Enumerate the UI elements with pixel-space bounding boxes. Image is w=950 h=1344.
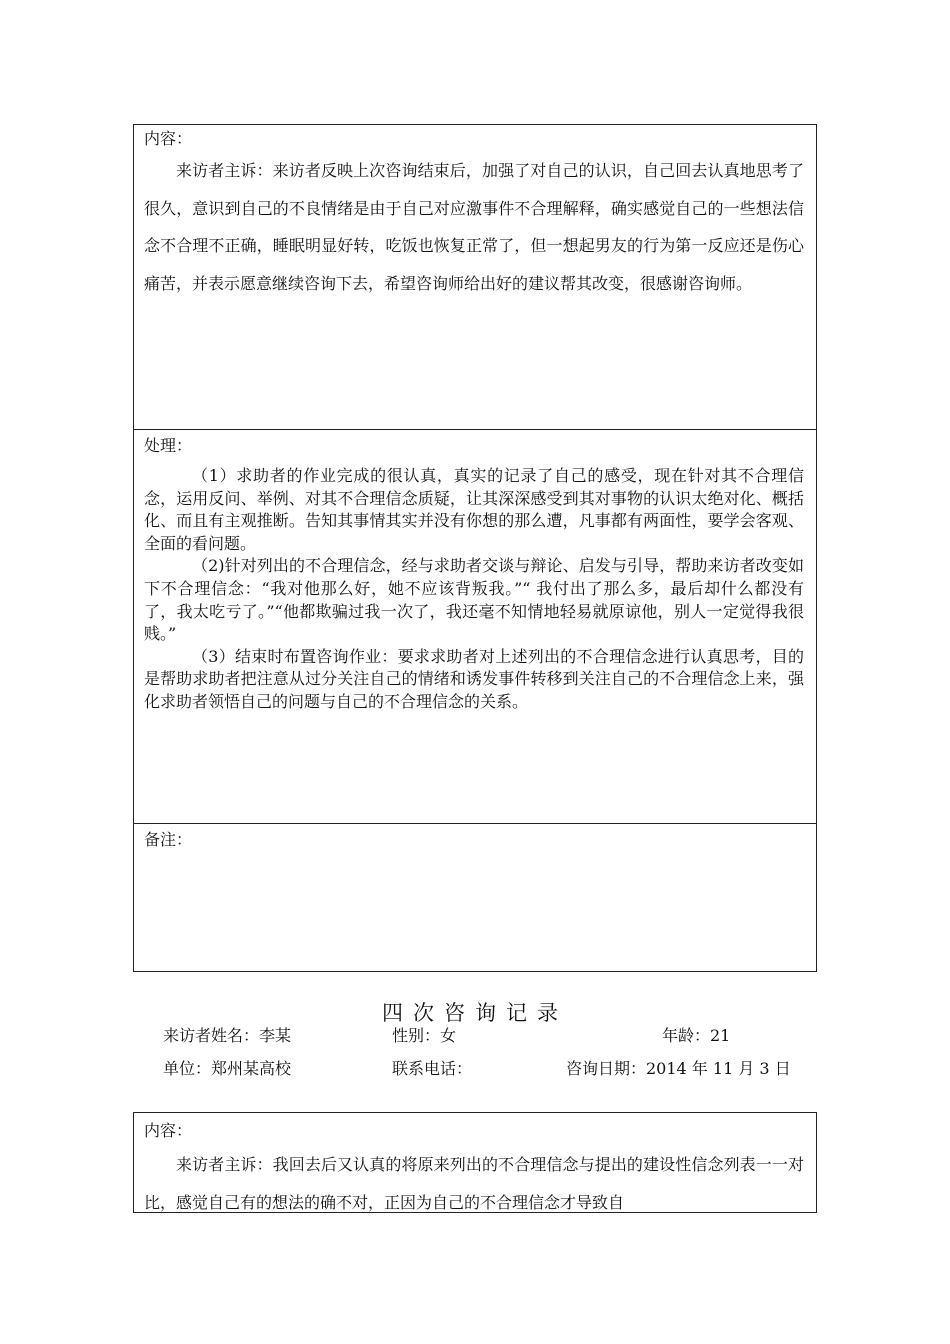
treatment-item-2: （2)针对列出的不合理信念，经与求助者交谈与辩论、启发与引导，帮助来访者改变如下不合理信念：“我对他那么好，她不应该背叛我。”“ 我付出了那么多，最后却什么都没有了，我太吃亏了。”“他都欺骗过我一次了，我还毫不知情地轻易就原谅他，别人一定觉得我很贱。”	[144, 556, 804, 644]
notes-section	[134, 823, 816, 973]
treatment-item-3: （3）结束时布置咨询作业：要求求助者对上述列出的不合理信念进行认真思考，目的是帮助求助者把注意从过分关注自己的情绪和诱发事件转移到关注自己的不合理信念上来，强化求助者领悟自己的问题与自己的不合理信念的关系。	[144, 646, 804, 711]
client-unit: 单位：郑州某高校	[163, 1059, 292, 1078]
notes-label: 备注：	[144, 830, 193, 849]
client-name: 来访者姓名：李某	[163, 1026, 292, 1045]
record-table-1	[133, 124, 817, 972]
content-label: 内容：	[144, 129, 193, 148]
treatment-item-1: （1）求助者的作业完成的很认真，真实的记录了自己的感受，现在针对其不合理信念，运用反问、举例、对其不合理信念质疑，让其深深感受到其对事物的认识太绝对化、概括化、而且有主观推断。告知其事情其实并没有你想的那么遭，凡事都有两面性，要学会客观、全面的看问题。	[144, 466, 804, 553]
consult-date: 咨询日期：2014 年 11 月 3 日	[566, 1059, 791, 1078]
treatment-label: 处理：	[144, 436, 193, 455]
complaint-paragraph: 来访者主诉：来访者反映上次咨询结束后，加强了对自己的认识，自己回去认真地思考了很久，意识到自己的不良情绪是由于自己对应激事件不合理解释，确实感觉自己的一些想法信念不合理不正确，睡眠明显好转，吃饭也恢复正常了，但一想起男友的行为第一反应还是伤心痛苦，并表示愿意继续咨询下去，希望咨询师给出好的建议帮其改变，很感谢咨询师。	[144, 161, 804, 293]
content-text-2	[144, 1146, 804, 1221]
record-table-2	[133, 1112, 817, 1213]
content-text	[144, 152, 804, 302]
content-section	[134, 125, 816, 429]
record-title: 四次咨询记录	[382, 1001, 568, 1025]
complaint-paragraph-2: 来访者主诉：我回去后又认真的将原来列出的不合理信念与提出的建设性信念列表一一对比，感觉自己有的想法的确不对，正因为自己的不合理信念才导致自	[144, 1155, 804, 1212]
treatment-section	[134, 429, 816, 823]
client-phone: 联系电话：	[392, 1059, 473, 1078]
client-gender: 性别：女	[392, 1026, 457, 1045]
client-age: 年龄：21	[662, 1026, 731, 1045]
treatment-text	[144, 465, 804, 714]
content-label-2: 内容：	[144, 1121, 193, 1140]
